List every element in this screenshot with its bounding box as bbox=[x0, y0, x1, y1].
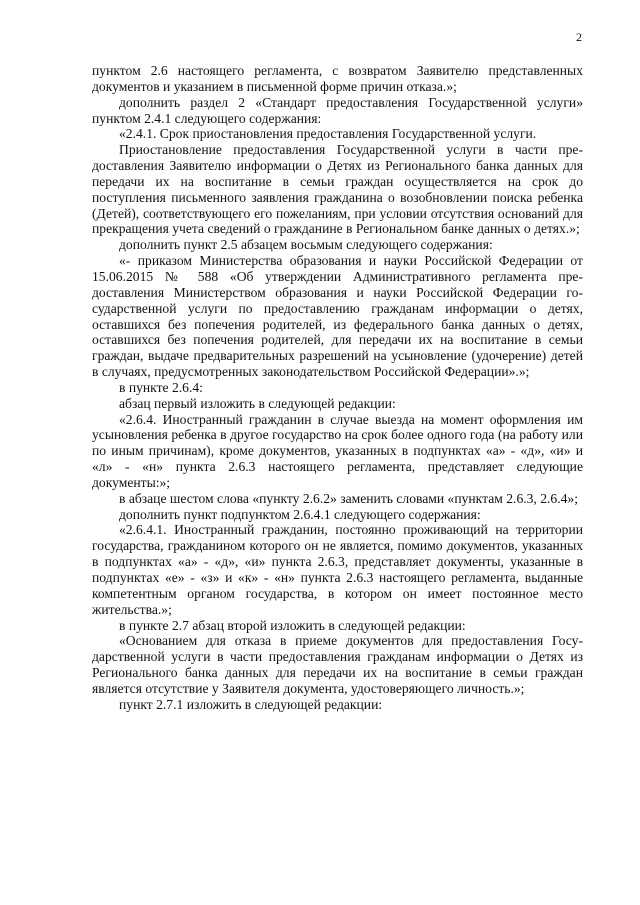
paragraph: дополнить пункт подпунктом 2.6.4.1 следующего содержания: bbox=[119, 506, 481, 522]
paragraph: пунктом 2.6 настоящего регламента, с возвратом Заявителю представленных документов и указанием в письменной форме причин отказа.»; bbox=[92, 63, 583, 94]
paragraph: в пункте 2.7 абзац второй изложить в следующей редакции: bbox=[119, 617, 466, 633]
paragraph: «Основанием для отказа в приеме документов для предоставления Государственной услуги в части предоставления гражданам информации о Детях из Регионального банка данных для передачи их на воспитание в семьи граждан является отсутствие у Заявителя документа, удостоверяющего личность.»; bbox=[92, 633, 583, 696]
paragraph: в абзаце шестом слова «пункту 2.6.2» заменить словами «пунктам 2.6.3, 2.6.4»; bbox=[119, 490, 578, 506]
paragraph: в пункте 2.6.4: bbox=[119, 379, 203, 395]
paragraph: дополнить пункт 2.5 абзацем восьмым следующего содержания: bbox=[119, 237, 493, 253]
page-number: 2 bbox=[576, 30, 582, 44]
paragraph: дополнить раздел 2 «Стандарт предоставления Государственной услуги» пунктом 2.4.1 следующего содержания: bbox=[92, 94, 583, 126]
paragraph: абзац первый изложить в следующей редакции: bbox=[119, 395, 396, 411]
paragraph: Приостановление предоставления Государственной услуги в части предоставления Заявителю информации о Детях из Регионального банка данных для передачи их на воспитание в семьи граждан осуществляется на срок до поступления письменного заявления гражданина о возобновлении поиска ребенка (Детей), соответствующего его пожеланиям, при условии отсутствия оснований для прекращения учета сведений о гражданине в Региональном банке данных о детях.»; bbox=[92, 142, 583, 237]
paragraph: «2.4.1. Срок приостановления предоставления Государственной услуги. bbox=[119, 126, 537, 142]
paragraph: пункт 2.7.1 изложить в следующей редакции: bbox=[119, 696, 383, 712]
document-body bbox=[92, 63, 583, 713]
paragraph: «2.6.4.1. Иностранный гражданин, постоянно проживающий на территории государства, гражданином которого он не является, помимо документов, указанных в подпунктах «а» - «д», «и» пункта 2.6.3, представляет документы, указанные в подпунктах «е» - «з» и «к» - «н» пункта 2.6.3 настоящего регламента, выданные компетентным органом государства, в котором он имеет постоянное место жительства.»; bbox=[92, 522, 583, 617]
paragraph: «2.6.4. Иностранный гражданин в случае выезда на момент оформления им усыновления ребенка в другое государство на срок более одного года (на работу или по иным причинам), кроме документов, указанных в подпунктах «а» - «д», «и» и «л» - «н» пункта 2.6.3 настоящего регламента, представляет следующие документы:»; bbox=[92, 411, 583, 490]
paragraph: «- приказом Министерства образования и науки Российской Федерации от 15.06.2015 № 588 «Об утверждении Административного регламента предоставления Министерством образования и науки Российской Федерации государственной услуги по предоставлению гражданам информации о детях, оставшихся без попечения родителей, из федерального банка данных о детях, оставшихся без попечения родителей, для передачи их на воспитание в семьи граждан, выдаче предварительных разрешений на усыновление (удочерение) детей в случаях, предусмотренных законодательством Российской Федерации».»; bbox=[92, 253, 583, 380]
